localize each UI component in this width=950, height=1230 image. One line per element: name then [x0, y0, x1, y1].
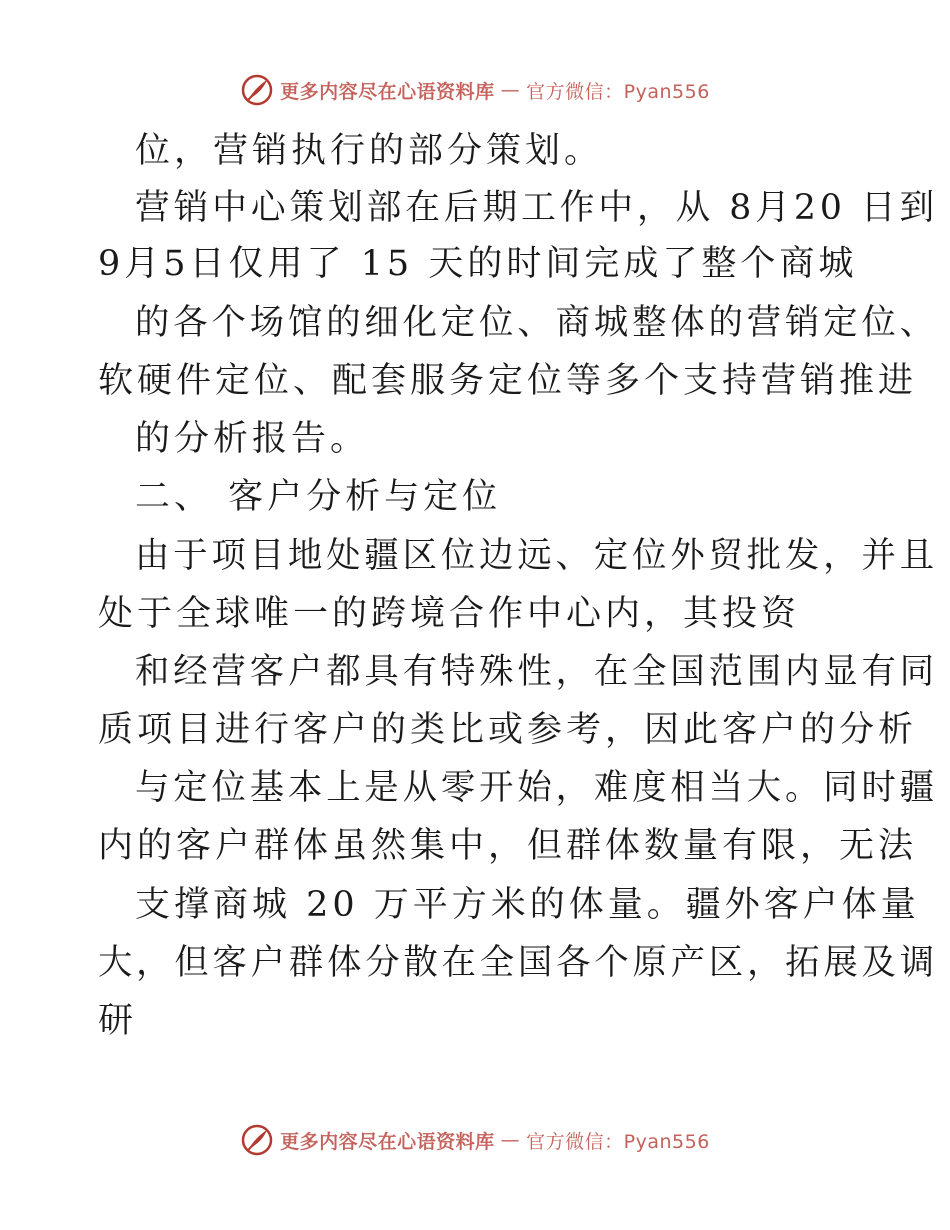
text-line: 的分析报告。	[135, 419, 370, 459]
footer-watermark	[0, 1120, 950, 1160]
text-line: 的各个场馆的细化定位、商城整体的营销定位、	[135, 303, 939, 343]
text-line: 营销中心策划部在后期工作中，从 8月20 日到	[135, 188, 939, 228]
text-line: 软硬件定位、配套服务定位等多个支持营销推进	[98, 361, 918, 401]
text-line: 支撑商城 20 万平方米的体量。疆外客户体量	[135, 885, 920, 925]
text-line: 9月5日仅用了 15 天的时间完成了整个商城	[98, 244, 858, 284]
text-line: 与定位基本上是从零开始，难度相当大。同时疆	[135, 768, 939, 808]
text-line: 和经营客户都具有特殊性，在全国范围内显有同	[135, 652, 939, 692]
text-line: 大，但客户群体分散在全国各个原产区，拓展及调	[98, 943, 939, 983]
section-heading: 二、 客户分析与定位	[135, 477, 502, 517]
watermark-text: 更多内容尽在心语资料库	[280, 1130, 495, 1153]
feather-pen-logo-icon	[240, 1123, 274, 1157]
text-line: 内的客户群体虽然集中，但群体数量有限，无法	[98, 826, 918, 866]
feather-pen-logo-icon	[240, 73, 274, 107]
watermark-dash: —	[500, 1129, 521, 1151]
text-line: 处于全球唯一的跨境合作中心内，其投资	[98, 594, 801, 634]
text-line: 位，营销执行的部分策划。	[135, 131, 604, 171]
text-line: 研	[98, 1001, 138, 1041]
text-line: 由于项目地处疆区位边远、定位外贸批发，并且	[135, 536, 939, 576]
watermark-contact: 官方微信：Pyan556	[526, 80, 710, 103]
watermark-contact: 官方微信：Pyan556	[526, 1130, 710, 1153]
text-line: 质项目进行客户的类比或参考，因此客户的分析	[98, 710, 918, 750]
header-watermark	[0, 70, 950, 110]
watermark-text: 更多内容尽在心语资料库	[280, 80, 495, 103]
watermark-dash: —	[500, 79, 521, 101]
